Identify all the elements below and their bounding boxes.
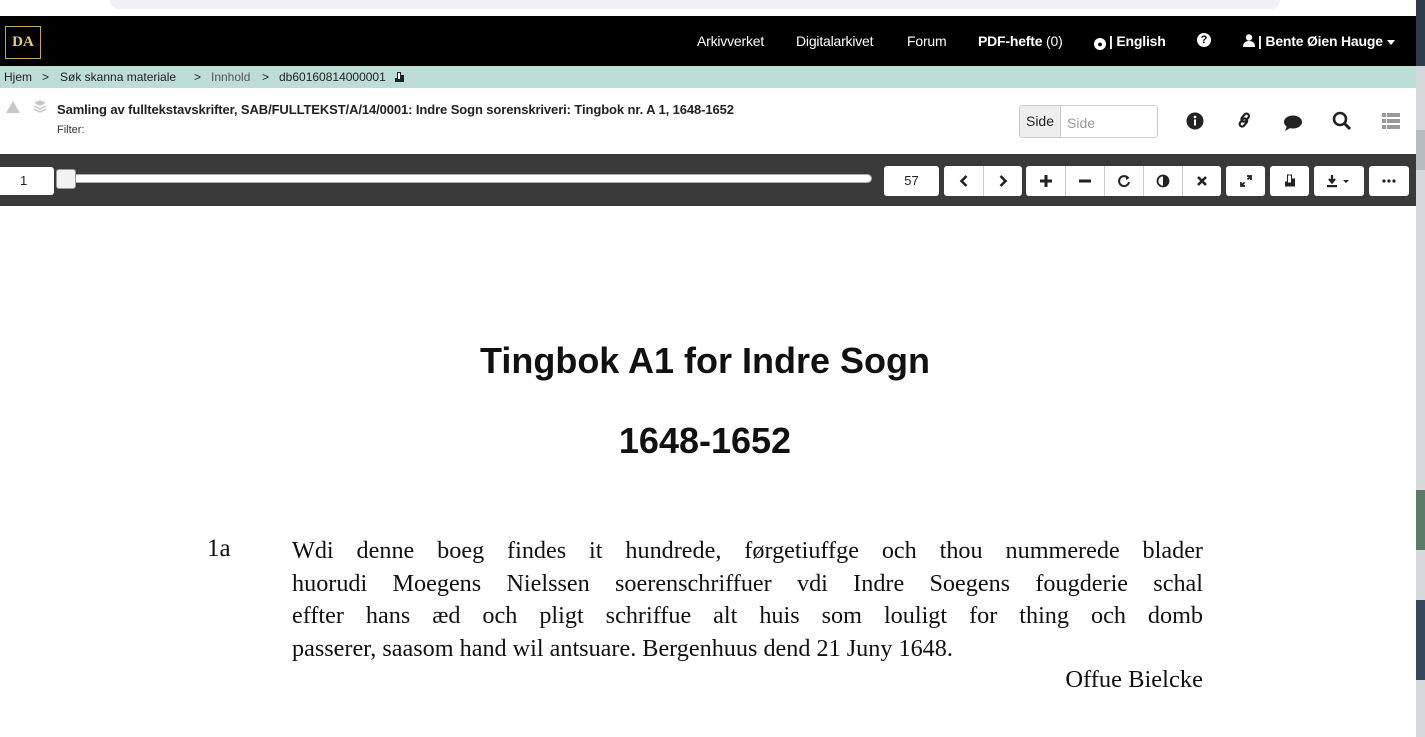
text-line: huorudi Moegens Nielssen soerenschriffuer vdi Indre Soegens fougderie schal <box>292 569 1203 597</box>
zoom-out-button[interactable] <box>1065 166 1104 196</box>
breadcrumb-search[interactable]: Søk skanna materiale <box>60 70 177 84</box>
folio-number: 1a <box>207 535 231 562</box>
page-title: Samling av fulltekstavskrifter, SAB/FULLTEKST/A/14/0001: Indre Sogn sorenskriveri: Tingbok nr. A 1, 1648-1652 <box>57 102 734 117</box>
comment-icon[interactable] <box>1282 112 1304 134</box>
viewer-toolbar <box>0 154 1416 206</box>
pdf-hefte-label: PDF-hefte <box>978 33 1043 49</box>
document-header <box>0 88 1416 154</box>
document-years: 1648-1652 <box>618 420 792 461</box>
warning-icon <box>6 101 20 113</box>
rotate-button[interactable] <box>1104 166 1143 196</box>
prev-page-button[interactable] <box>944 166 983 196</box>
breadcrumb-home[interactable]: Hjem <box>4 70 33 84</box>
info-icon[interactable] <box>1184 110 1206 132</box>
link-icon[interactable] <box>1233 110 1255 132</box>
scan-icon <box>394 71 405 83</box>
logo[interactable]: DA <box>5 26 41 59</box>
side-input[interactable] <box>1061 106 1158 138</box>
search-icon[interactable] <box>1331 110 1353 132</box>
document-heading: Tingbok A1 for Indre Sogn <box>480 340 930 381</box>
text-line: effter hans æd och pligt schriffue alt huis som louligt for thing och domb <box>292 602 1203 629</box>
document-viewer[interactable] <box>0 206 1416 737</box>
top-navigation <box>0 16 1416 66</box>
nav-user-menu[interactable] <box>1243 33 1395 49</box>
breadcrumb-separator: > <box>262 70 270 84</box>
plus-icon <box>1039 174 1053 188</box>
user-name: | Bente Øien Hauge <box>1258 33 1383 49</box>
pdf-hefte-count: (0) <box>1046 33 1063 49</box>
download-button[interactable] <box>1314 166 1364 196</box>
breadcrumb <box>0 66 1416 88</box>
document-paragraph <box>292 535 1203 665</box>
more-icon <box>1382 179 1396 183</box>
text-line: Wdi denne boeg findes it hundrede, førgetiuffge och thou nummerede blader <box>292 537 1203 564</box>
rotate-icon <box>1117 174 1131 188</box>
next-page-button[interactable] <box>983 166 1022 196</box>
breadcrumb-contents[interactable]: Innhold <box>211 70 251 84</box>
pan-button[interactable] <box>1270 166 1309 196</box>
contrast-icon <box>1156 174 1170 188</box>
breadcrumb-current: db60160814000001 <box>279 70 386 84</box>
current-page-field[interactable]: 1 <box>0 167 54 195</box>
user-icon <box>1243 34 1255 47</box>
page-slider[interactable] <box>62 174 872 183</box>
expand-icon <box>1239 174 1253 188</box>
more-button[interactable] <box>1369 166 1409 196</box>
breadcrumb-separator: > <box>42 70 50 84</box>
globe-icon: ● <box>1094 38 1106 50</box>
question-icon[interactable]: ? <box>1197 33 1211 47</box>
browser-address-bar[interactable] <box>110 0 1280 9</box>
nav-digitalarkivet[interactable]: Digitalarkivet <box>796 33 874 49</box>
nav-forum[interactable]: Forum <box>907 33 947 49</box>
side-label: Side <box>1020 106 1061 137</box>
page-slider-handle[interactable] <box>56 169 76 189</box>
layers-icon <box>33 99 47 113</box>
caret-down-icon <box>1387 40 1395 45</box>
breadcrumb-separator: > <box>194 70 202 84</box>
list-icon[interactable] <box>1380 110 1402 132</box>
signature: Offue Bielcke <box>1065 666 1203 693</box>
fullscreen-button[interactable] <box>1226 166 1265 196</box>
chevron-left-icon <box>958 174 970 188</box>
nav-language[interactable] <box>1094 33 1166 50</box>
zoom-in-button[interactable] <box>1026 166 1065 196</box>
nav-arkivverket[interactable]: Arkivverket <box>697 33 765 49</box>
contrast-button[interactable] <box>1143 166 1182 196</box>
filter-label: Filter: <box>57 124 85 136</box>
side-jump-group <box>1019 105 1158 138</box>
download-icon <box>1326 174 1352 188</box>
language-label: | English <box>1109 33 1166 49</box>
close-button[interactable] <box>1182 166 1221 196</box>
hand-icon <box>1283 174 1297 189</box>
close-icon <box>1196 175 1208 187</box>
nav-pdf-hefte[interactable] <box>978 33 1063 49</box>
minus-icon <box>1078 174 1092 188</box>
total-pages: 57 <box>884 166 939 196</box>
text-line: passerer, saasom hand wil antsuare. Bergenhuus dend 21 Juny 1648. <box>292 634 953 662</box>
window-edge <box>1416 0 1425 737</box>
browser-chrome <box>0 0 1425 16</box>
chevron-right-icon <box>997 174 1009 188</box>
